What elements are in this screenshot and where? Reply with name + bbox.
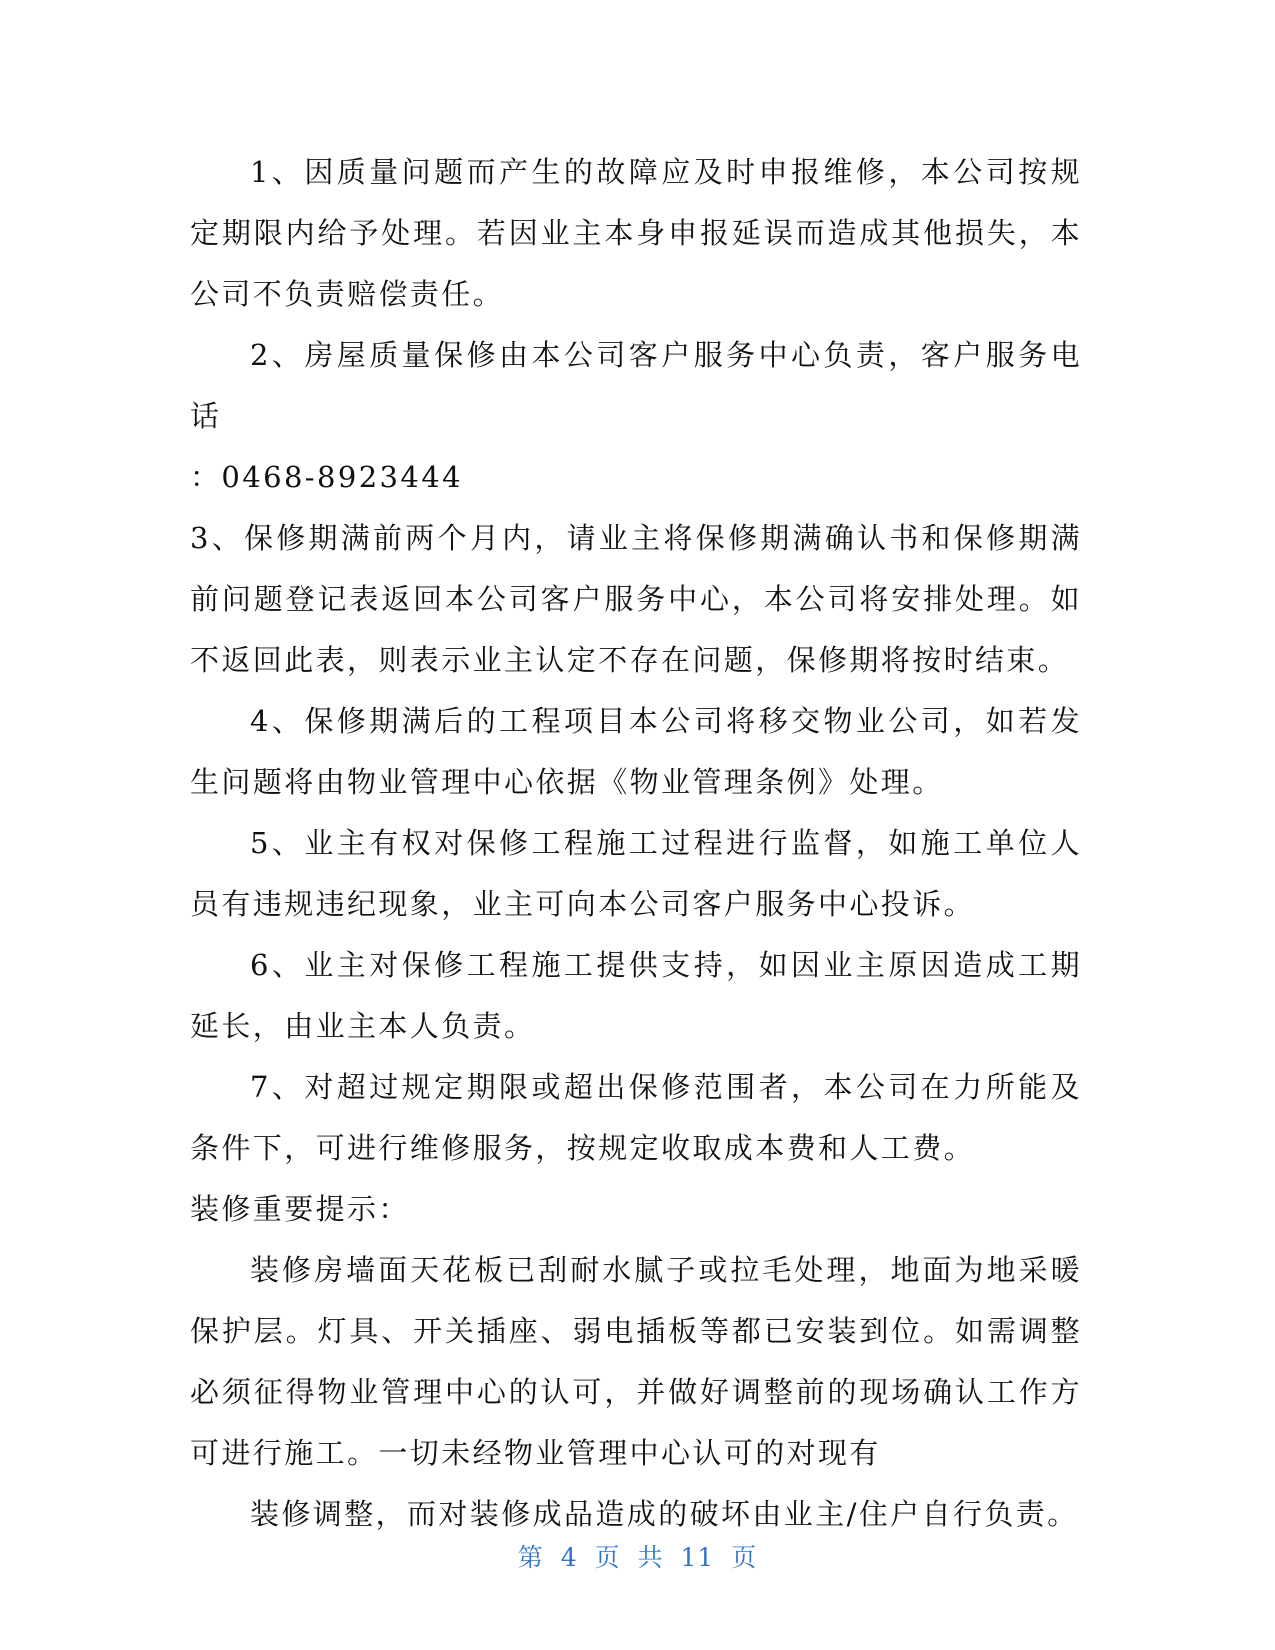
paragraph-5: 5、业主有权对保修工程施工过程进行监督，如施工单位人员有违规违纪现象，业主可向本公司客户服务中心投诉。 [190, 826, 1082, 921]
paragraph-1: 1、因质量问题而产生的故障应及时申报维修，本公司按规定期限内给予处理。若因业主本身申报延误而造成其他损失，本公司不负责赔偿责任。 [190, 155, 1082, 311]
paragraph-2-phone: ：0468-8923444 [190, 460, 463, 494]
section-heading-renovation-tips: 装修重要提示： [190, 1192, 410, 1226]
paragraph-4: 4、保修期满后的工程项目本公司将移交物业公司，如若发生问题将由物业管理中心依据《物业管理条例》处理。 [190, 704, 1082, 799]
paragraph-7: 7、对超过规定期限或超出保修范围者，本公司在力所能及条件下，可进行维修服务，按规定收取成本费和人工费。 [190, 1070, 1082, 1165]
paragraph-renovation-2: 装修调整，而对装修成品造成的破坏由业主/住户自行负责。 [250, 1497, 1079, 1531]
document-body [190, 142, 1082, 1545]
paragraph-renovation-1: 装修房墙面天花板已刮耐水腻子或拉毛处理，地面为地采暖保护层。灯具、开关插座、弱电插板等都已安装到位。如需调整必须征得物业管理中心的认可，并做好调整前的现场确认工作方可进行施工。一切未经物业管理中心认可的对现有 [190, 1253, 1082, 1470]
paragraph-6: 6、业主对保修工程施工提供支持，如因业主原因造成工期延长，由业主本人负责。 [190, 948, 1082, 1043]
paragraph-2: 2、房屋质量保修由本公司客户服务中心负责，客户服务电话 [190, 338, 1082, 433]
paragraph-3: 3、保修期满前两个月内，请业主将保修期满确认书和保修期满前问题登记表返回本公司客户服务中心，本公司将安排处理。如不返回此表，则表示业主认定不存在问题，保修期将按时结束。 [190, 521, 1082, 677]
page-number-footer: 第 4 页 共 11 页 [517, 1543, 758, 1572]
